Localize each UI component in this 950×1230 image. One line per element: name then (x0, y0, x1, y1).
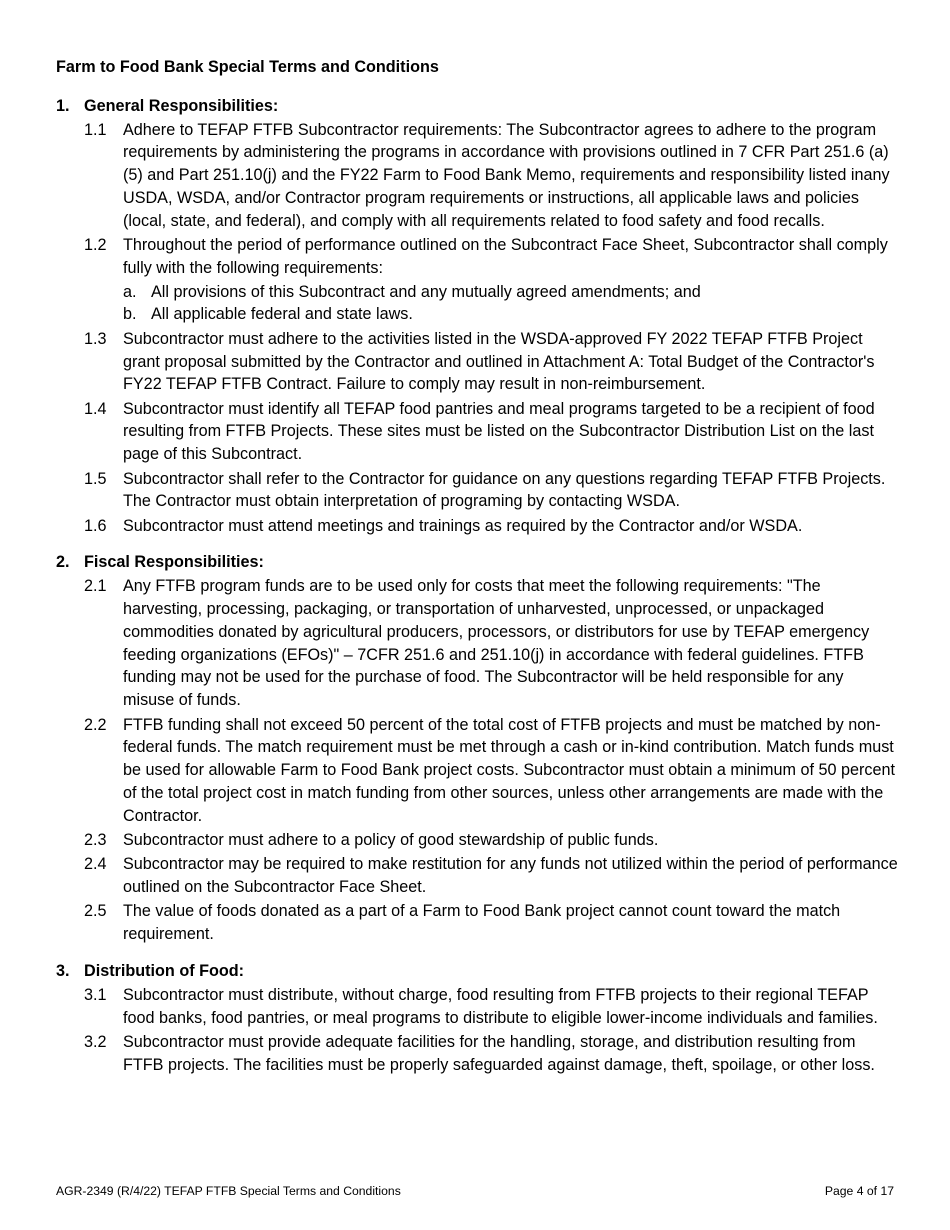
section-number: 3. (56, 961, 70, 980)
section-item-list (56, 984, 898, 1077)
item-text: FTFB funding shall not exceed 50 percent of the total cost of FTFB projects and must be matched by non-federal funds. The match requirement must be met through a cash or in-kind contribution. Match funds must be used for allowable Farm to Food Bank project costs. Subcontractor must obtain a minimum of 50 percent of the total project cost in match funding from other sources, unless other arrangements are made with the Contractor. (123, 715, 895, 825)
item-text: Subcontractor shall refer to the Contractor for guidance on any questions regarding TEFAP FTFB Projects. The Contractor must obtain interpretation of programing by contacting WSDA. (123, 469, 886, 511)
list-item (84, 900, 898, 946)
item-body (123, 900, 898, 946)
item-number: 1.2 (84, 236, 107, 255)
list-item (84, 714, 898, 828)
item-body (123, 714, 898, 828)
list-item (84, 853, 898, 899)
section-heading-text: Fiscal Responsibilities: (84, 553, 264, 572)
item-number: 2.5 (84, 902, 107, 921)
section-heading-text: Distribution of Food: (84, 961, 245, 980)
item-body (123, 468, 898, 514)
section-item-list (56, 119, 898, 538)
footer-page-number: Page 4 of 17 (824, 1184, 894, 1198)
section-1 (56, 95, 898, 538)
sections-container (56, 95, 898, 1077)
item-body (123, 829, 898, 852)
section-heading (56, 551, 898, 574)
item-text: Subcontractor may be required to make restitution for any funds not utilized within the period of performance outlined on the Subcontractor Face Sheet. (123, 855, 898, 897)
sub-item-text: All provisions of this Subcontract and any mutually agreed amendments; and (151, 282, 701, 301)
footer-form-id: AGR-2349 (R/4/22) TEFAP FTFB Special Terms and Conditions (56, 1184, 401, 1198)
list-item (84, 234, 898, 326)
list-item (84, 575, 898, 712)
section-heading (56, 960, 898, 983)
list-item (84, 829, 898, 852)
item-text: Subcontractor must identify all TEFAP food pantries and meal programs targeted to be a recipient of food resulting from FTFB Projects. These sites must be listed on the Subcontractor Distribution List on the last page of this Subcontract. (123, 399, 875, 464)
sub-item-list (123, 281, 898, 327)
item-text: The value of foods donated as a part of a Farm to Food Bank project cannot count toward the match requirement. (123, 902, 841, 944)
sub-item-letter: b. (123, 305, 137, 324)
list-item (84, 328, 898, 396)
item-number: 2.4 (84, 855, 107, 874)
document-body (56, 56, 898, 1090)
sub-item (123, 303, 898, 326)
item-text: Subcontractor must adhere to the activities listed in the WSDA-approved FY 2022 TEFAP FTFB Project grant proposal submitted by the Contractor and outlined in Attachment A: Total Budget of the Contractor's FY22 TEFAP FTFB Contract. Failure to comply may result in non-reimbursement. (123, 329, 875, 394)
item-number: 2.3 (84, 831, 107, 849)
section-number: 1. (56, 96, 70, 115)
item-number: 1.5 (84, 469, 107, 488)
item-body (123, 328, 898, 396)
item-text: Subcontractor must provide adequate facilities for the handling, storage, and distribution resulting from FTFB projects. The facilities must be properly safeguarded against damage, theft, spoilage, or other loss. (123, 1032, 875, 1074)
item-body (123, 853, 898, 899)
item-number: 1.4 (84, 399, 107, 418)
item-number: 1.3 (84, 329, 107, 348)
item-number: 3.2 (84, 1032, 107, 1051)
document-title: Farm to Food Bank Special Terms and Conditions (56, 58, 439, 76)
item-number: 1.1 (84, 120, 107, 139)
item-number: 2.2 (84, 715, 107, 734)
item-number: 3.1 (84, 985, 107, 1004)
sub-item (123, 281, 898, 304)
section-number: 2. (56, 553, 70, 572)
list-item (84, 468, 898, 514)
list-item (84, 119, 898, 233)
item-body (123, 575, 898, 712)
item-body (123, 515, 898, 538)
item-number: 2.1 (84, 577, 107, 596)
page-footer (56, 1184, 894, 1198)
item-body (123, 119, 898, 233)
section-heading (56, 95, 898, 118)
item-text: Subcontractor must adhere to a policy of good stewardship of public funds. (123, 831, 659, 849)
item-body (123, 398, 898, 466)
list-item (84, 398, 898, 466)
item-text: Adhere to TEFAP FTFB Subcontractor requirements: The Subcontractor agrees to adhere to the program requirements by administering the programs in accordance with provisions outlined in 7 CFR Part 251.6 (a)(5) and Part 251.10(j) and the FY22 Farm to Food Bank Memo, requirements and responsibility listed inany USDA, WSDA, and/or Contractor program requirements or instructions, all applicable laws and policies (local, state, and federal), and comply with all requirements related to food safety and food recalls. (123, 120, 890, 230)
item-text: Subcontractor must attend meetings and trainings as required by the Contractor and/or WSDA. (123, 516, 803, 535)
item-text: Subcontractor must distribute, without charge, food resulting from FTFB projects to their regional TEFAP food banks, food pantries, or meal programs to distribute to eligible lower-income individuals and families. (123, 985, 878, 1027)
sub-item-text: All applicable federal and state laws. (151, 305, 413, 324)
list-item (84, 1031, 898, 1077)
section-2 (56, 551, 898, 946)
item-number: 1.6 (84, 516, 107, 535)
section-3 (56, 960, 898, 1076)
list-item (84, 515, 898, 538)
section-heading-text: General Responsibilities: (84, 96, 279, 115)
sub-item-letter: a. (123, 282, 137, 301)
item-body (123, 1031, 898, 1077)
item-text: Any FTFB program funds are to be used only for costs that meet the following requirements: "The harvesting, processing, packaging, or transportation of unharvested, unprocessed, or unpackaged commodities donated by agricultural producers, processors, or distributors for use by TEFAP emergency feeding organizations (EFOs)" – 7CFR 251.6 and 251.10(j) in accordance with federal guidelines. FTFB funding may not be used for the purchase of food. The Subcontractor will be held responsible for any misuse of funds. (123, 577, 870, 710)
item-text: Throughout the period of performance outlined on the Subcontract Face Sheet, Subcontractor shall comply fully with the following requirements: (123, 236, 888, 277)
section-item-list (56, 575, 898, 946)
item-body (123, 984, 898, 1030)
list-item (84, 984, 898, 1030)
item-body (123, 234, 898, 326)
